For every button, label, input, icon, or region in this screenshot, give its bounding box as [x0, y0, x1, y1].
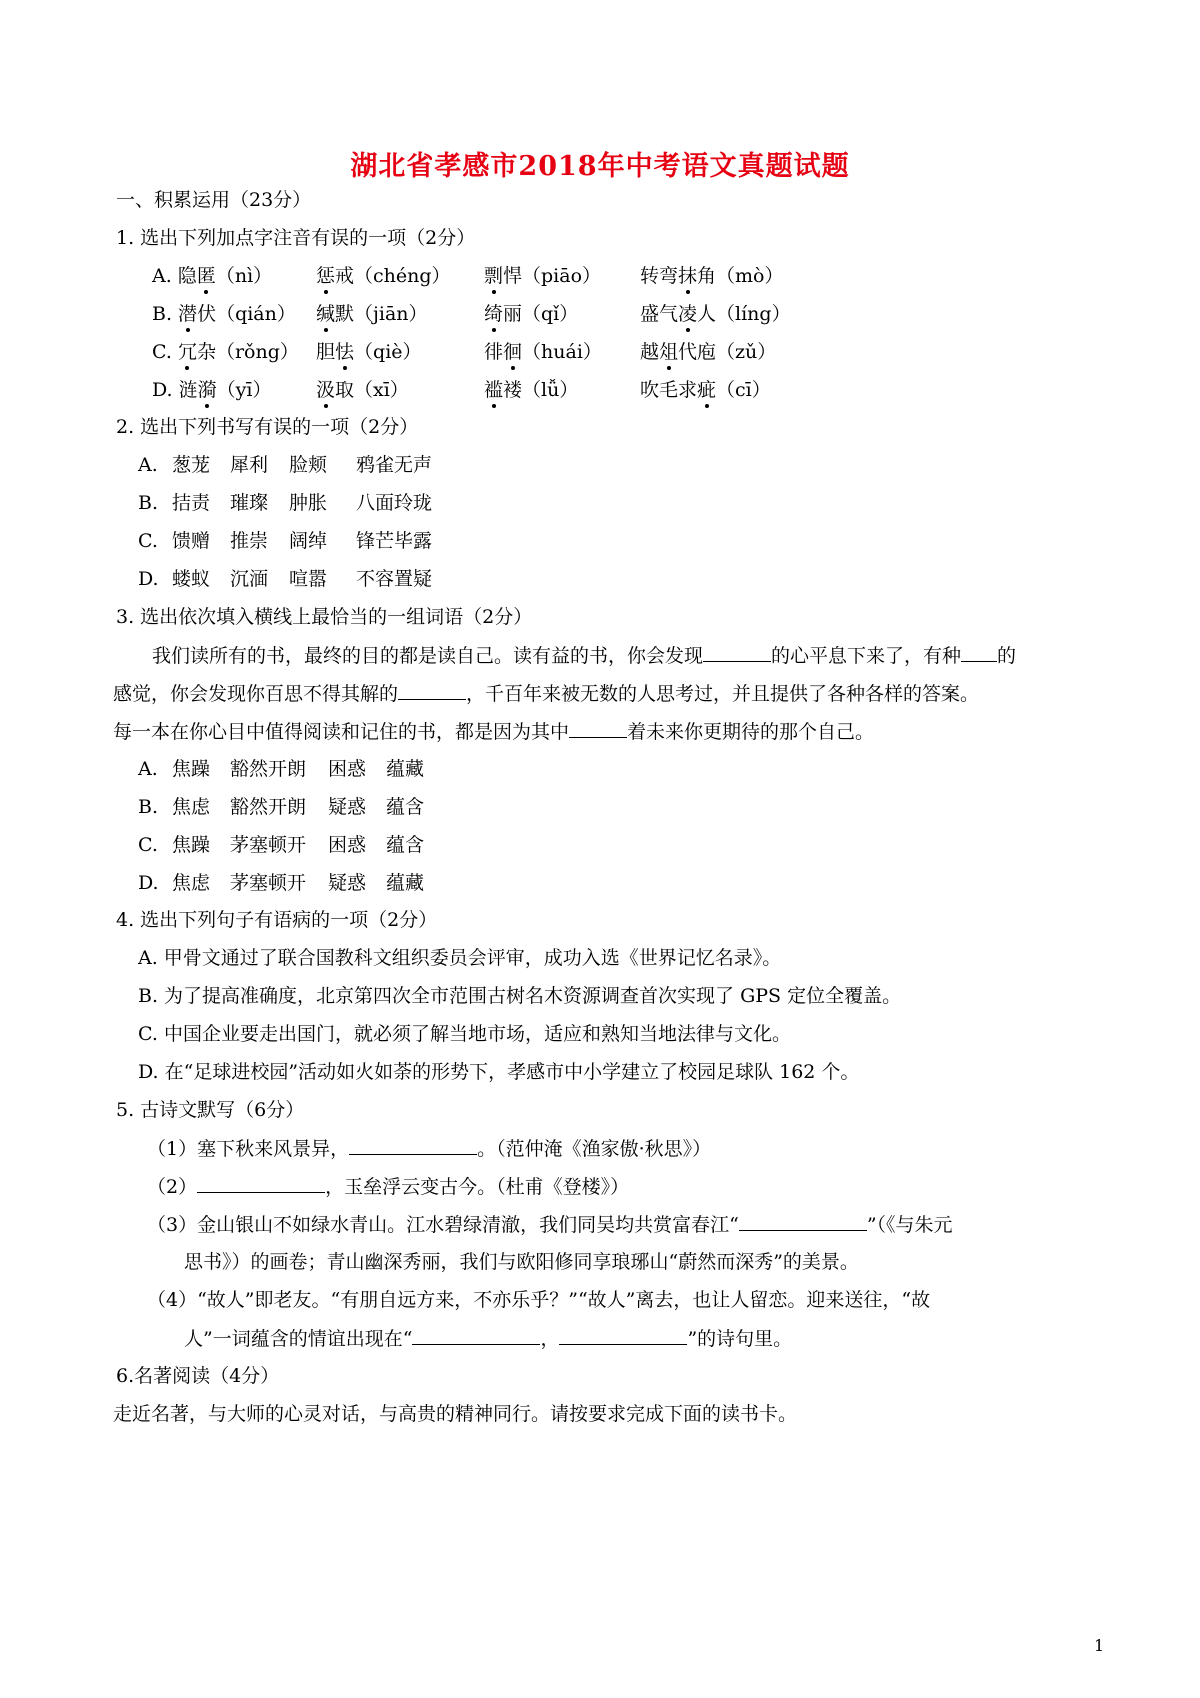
q3-option-word: C. [138, 834, 158, 856]
q3-option-word: 焦躁 [172, 834, 211, 856]
q5-item-3 [147, 1212, 953, 1237]
q1-dotted-char: 剽 [484, 265, 504, 287]
q1-dotted-char: 疵 [697, 379, 717, 401]
q2-option-word: 肿胀 [289, 492, 328, 514]
q5-item-4: （4）“故人”即老友。“有朋自远方来，不亦乐乎？”“故人”离去，也让人留恋。迎来送往，“故 [147, 1289, 931, 1311]
q5-text: （2） [147, 1176, 198, 1198]
q2-option-word: 喧嚣 [289, 568, 328, 590]
q2-option-word: 蝼蚁 [172, 568, 211, 590]
q2-option-word: 脸颊 [289, 454, 328, 476]
q1-text: C. [152, 341, 178, 363]
q5-blank [349, 1136, 477, 1155]
q5-blank [559, 1326, 687, 1345]
q1-stem: 1. 选出下列加点字注音有误的一项（2分） [116, 227, 476, 249]
q3-option-word: D. [138, 872, 159, 894]
q1-dotted-char: 抹 [678, 265, 698, 287]
q3-blank [961, 643, 997, 662]
q1-option-cell [484, 264, 601, 288]
q3-option-word: 茅塞顿开 [230, 834, 307, 856]
q6-stem: 6.名著阅读（4分） [116, 1365, 280, 1387]
q1-option-cell [316, 340, 422, 364]
q2-stem: 2. 选出下列书写有误的一项（2分） [116, 416, 419, 438]
q3-option-word: 困惑 [328, 758, 367, 780]
q3-text: 的 [997, 645, 1017, 667]
q5-stem: 5. 古诗文默写（6分） [116, 1099, 305, 1121]
q1-option-cell [640, 264, 784, 288]
q1-option-cell [640, 340, 776, 364]
q1-dotted-char: 漪 [197, 379, 217, 401]
q1-text: A. 隐 [152, 265, 197, 287]
q3-option-word: 疑惑 [328, 872, 367, 894]
q3-option-word: 疑惑 [328, 796, 367, 818]
q3-blank [398, 681, 466, 700]
q1-option-cell [152, 264, 272, 288]
q3-option-word: 蕴藏 [386, 758, 425, 780]
q1-dotted-char: 绮 [484, 303, 504, 325]
q1-text: （nì） [215, 265, 273, 287]
q1-text: 戒（chéng） [335, 265, 451, 287]
q1-dotted-char: 俎 [659, 341, 679, 363]
q1-text: （cī） [716, 379, 771, 401]
q1-text: 杂（rǒng） [196, 341, 299, 363]
q1-option-cell [484, 378, 578, 402]
q3-option-word: 豁然开朗 [230, 796, 307, 818]
q3-passage-line2 [113, 681, 979, 706]
q2-option-word: 推崇 [230, 530, 269, 552]
q2-option-word: 阔绰 [289, 530, 328, 552]
q1-text: 转弯 [640, 265, 679, 287]
q1-dotted-char: 匿 [196, 265, 216, 287]
q3-text: 着未来你更期待的那个自己。 [627, 721, 875, 743]
q3-text: ，千百年来被无数的人思考过，并且提供了各种各样的答案。 [466, 683, 980, 705]
q1-dotted-char: 潜 [178, 303, 198, 325]
q2-option-word: 馈赠 [172, 530, 211, 552]
q2-option-word: A. [138, 454, 158, 476]
q5-text: 。（范仲淹《渔家傲·秋思》） [477, 1138, 712, 1160]
q1-option-cell [640, 378, 771, 402]
q1-text: 悍（piāo） [503, 265, 602, 287]
q2-option-word: 鸦雀无声 [356, 454, 433, 476]
page-number: 1 [1094, 1636, 1105, 1655]
q5-text: ， [540, 1328, 560, 1350]
q3-passage-line3 [113, 719, 874, 744]
q1-dotted-char: 徊 [503, 341, 523, 363]
q1-text: 代庖（zǔ） [678, 341, 777, 363]
q5-blank [412, 1326, 540, 1345]
q1-dotted-char: 冗 [177, 341, 197, 363]
q3-option-word: 焦虑 [172, 872, 211, 894]
q3-option-word: B. [138, 796, 159, 818]
q3-blank [569, 719, 627, 738]
q5-text: （1）塞下秋来风景异， [147, 1138, 350, 1160]
q1-text: 丽（qǐ） [503, 303, 579, 325]
q4-stem: 4. 选出下列句子有语病的一项（2分） [116, 909, 438, 931]
q2-option-word: B. [138, 492, 159, 514]
q5-text: 人”一词蕴含的情谊出现在“ [184, 1328, 413, 1350]
q3-passage-line1 [152, 643, 1016, 668]
q1-dotted-char: 凌 [678, 303, 698, 325]
q5-item-2 [147, 1174, 629, 1199]
q3-stem: 3. 选出依次填入横线上最恰当的一组词语（2分） [116, 606, 533, 628]
q1-text: 角（mò） [697, 265, 784, 287]
q4-option: C. 中国企业要走出国门，就必须了解当地市场，适应和熟知当地法律与文化。 [138, 1023, 791, 1045]
q1-option-cell [152, 340, 299, 364]
q1-dotted-char: 汲 [316, 379, 336, 401]
q1-text: 吹毛求 [640, 379, 698, 401]
q1-dotted-char: 怯 [335, 341, 355, 363]
q1-text: B. [152, 303, 179, 325]
section-heading: 一、积累运用（23分） [116, 189, 312, 211]
q1-option-cell [316, 378, 409, 402]
q4-option: D. 在“足球进校园”活动如火如荼的形势下，孝感市中小学建立了校园足球队 162 个。 [138, 1061, 860, 1083]
q1-dotted-char: 惩 [316, 265, 336, 287]
q5-text: ，玉垒浮云变古今。（杜甫《登楼》） [325, 1176, 630, 1198]
q3-option-word: 焦躁 [172, 758, 211, 780]
q3-option-word: 蕴含 [386, 834, 425, 856]
q3-blank [703, 643, 771, 662]
q2-option-word: 沉湎 [230, 568, 269, 590]
q3-option-word: 蕴藏 [386, 872, 425, 894]
q5-text: ”（《与朱元 [866, 1214, 953, 1236]
q1-text: 越 [640, 341, 660, 363]
q2-option-word: D. [138, 568, 159, 590]
q5-blank [739, 1212, 867, 1231]
q1-dotted-char: 褴 [484, 379, 504, 401]
q1-text: 人（líng） [697, 303, 791, 325]
q1-text: （yī） [216, 379, 272, 401]
q1-option-cell [152, 378, 271, 402]
q4-option: B. 为了提高准确度，北京第四次全市范围古树名木资源调查首次实现了 GPS 定位全覆盖。 [138, 985, 902, 1007]
q1-option-cell [316, 302, 428, 326]
q1-option-cell [484, 302, 578, 326]
q3-option-word: 焦虑 [172, 796, 211, 818]
q2-option-word: 八面玲珑 [356, 492, 433, 514]
q2-option-word: C. [138, 530, 158, 552]
q3-text: 的心平息下来了，有种 [771, 645, 962, 667]
q1-dotted-char: 缄 [316, 303, 336, 325]
q2-option-word: 不容置疑 [356, 568, 433, 590]
q1-text: 徘 [484, 341, 504, 363]
q1-option-cell [316, 264, 451, 288]
q1-text: 默（jiān） [335, 303, 428, 325]
q3-option-word: 蕴含 [386, 796, 425, 818]
q4-option: A. 甲骨文通过了联合国教科文组织委员会评审，成功入选《世界记忆名录》。 [138, 947, 782, 969]
q5-item-4-cont [184, 1326, 792, 1351]
q3-option-word: 茅塞顿开 [230, 872, 307, 894]
q1-text: （huái） [522, 341, 602, 363]
q1-text: D. 涟 [152, 379, 198, 401]
q3-text: 感觉，你会发现你百思不得其解的 [113, 683, 399, 705]
q2-option-word: 犀利 [230, 454, 269, 476]
q1-text: 取（xī） [335, 379, 409, 401]
q3-text: 我们读所有的书，最终的目的都是读自己。读有益的书，你会发现 [152, 645, 704, 667]
q5-text: ”的诗句里。 [687, 1328, 793, 1350]
q3-option-word: 豁然开朗 [230, 758, 307, 780]
q1-text: 盛气 [640, 303, 679, 325]
q1-option-cell [152, 302, 296, 326]
q1-text: （qiè） [354, 341, 422, 363]
q1-option-cell [484, 340, 602, 364]
q3-option-word: A. [138, 758, 158, 780]
q2-option-word: 璀璨 [230, 492, 269, 514]
q3-text: 每一本在你心目中值得阅读和记住的书，都是因为其中 [113, 721, 570, 743]
q5-item-3-cont: 思书》）的画卷；青山幽深秀丽，我们与欧阳修同享琅琊山“蔚然而深秀”的美景。 [184, 1251, 859, 1273]
q5-text: （3）金山银山不如绿水青山。江水碧绿清澈，我们同吴均共赏富春江“ [147, 1214, 739, 1236]
q1-text: 褛（lǚ） [503, 379, 579, 401]
q5-blank [197, 1174, 325, 1193]
q2-option-word: 拮责 [172, 492, 211, 514]
q2-option-word: 锋芒毕露 [356, 530, 433, 552]
q1-text: 胆 [316, 341, 336, 363]
q1-text: 伏（qián） [197, 303, 296, 325]
q5-item-1 [147, 1136, 711, 1161]
q1-option-cell [640, 302, 791, 326]
q2-option-word: 葱茏 [172, 454, 211, 476]
q3-option-word: 困惑 [328, 834, 367, 856]
document-title: 湖北省孝感市2018年中考语文真题试题 [350, 151, 850, 182]
q6-intro: 走近名著，与大师的心灵对话，与高贵的精神同行。请按要求完成下面的读书卡。 [113, 1403, 798, 1425]
